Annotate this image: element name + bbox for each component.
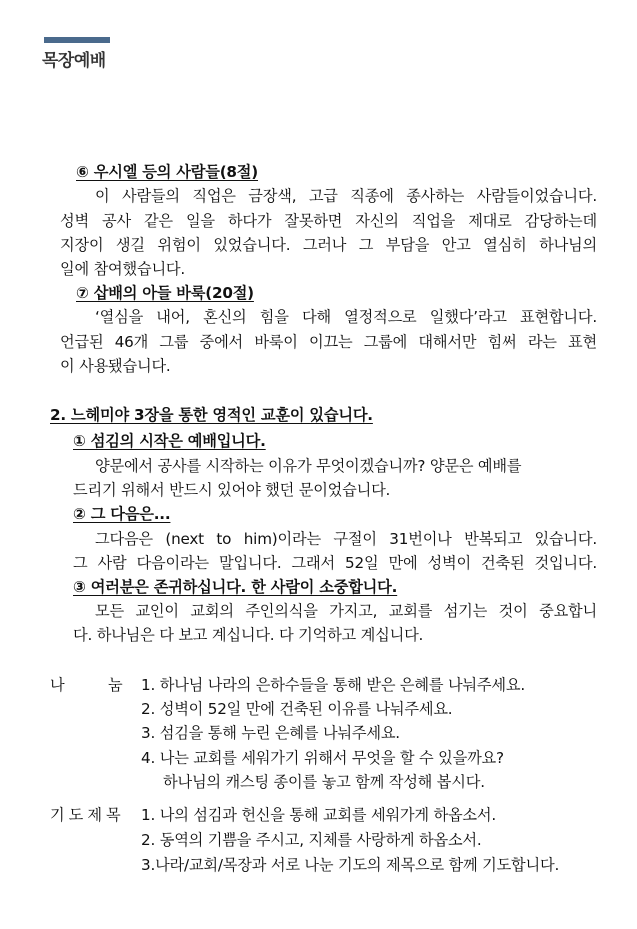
item-7-heading: ⑦ 삽배의 아들 바룩(20절) [76,284,254,302]
sharing-label-1: 나 [50,676,65,694]
prayer-label: 기도제목 [50,806,125,824]
section-2-heading: 2. 느헤미야 3장을 통한 영적인 교훈이 있습니다. [50,406,373,424]
lesson-3-line-2: 다. 하나님은 다 보고 계십니다. 다 기억하고 계십니다. [73,626,424,644]
prayer-item-2: 2. 동역의 기쁨을 주시고, 지체를 사랑하게 하옵소서. [141,831,482,849]
sharing-item-1: 1. 하나님 나라의 은하수들을 통해 받은 은혜를 나눠주세요. [141,676,525,694]
item-6-line-2: 성벽 공사 같은 일을 하다가 잘못하면 자신의 직업을 제대로 감당하는데 [60,212,597,230]
lesson-2-line-1: 그다음은 (next to him)이라는 구절이 31번이나 반복되고 있습니다. [95,530,597,548]
lesson-2-line-2: 그 사람 다음이라는 말입니다. 그래서 52일 만에 성벽이 건축된 것입니다. [73,554,597,572]
item-6-line-1: 이 사람들의 직업은 금장색, 고급 직종에 종사하는 사람들이었습니다. [95,187,597,205]
lesson-3-heading: ③ 여러분은 존귀하십니다. 한 사람이 소중합니다. [73,578,398,596]
sharing-item-2: 2. 성벽이 52일 만에 건축된 이유를 나눠주세요. [141,700,453,718]
sharing-item-4: 4. 나는 교회를 세워가기 위해서 무엇을 할 수 있을까요? [141,749,504,767]
prayer-item-1: 1. 나의 섬김과 헌신을 통해 교회를 세워가게 하옵소서. [141,806,497,824]
prayer-item-3: 3.나라/교회/목장과 서로 나눈 기도의 제목으로 함께 기도합니다. [141,856,560,874]
item-7-line-1: ‘열심을 내어, 혼신의 힘을 다해 열정적으로 일했다’라고 표현합니다. [95,308,597,326]
item-6-line-3: 지장이 생길 위험이 있었습니다. 그러나 그 부담을 안고 열심히 하나님의 [60,236,597,254]
page-title: 목장예배 [42,51,106,71]
item-7-line-3: 이 사용됐습니다. [60,357,171,375]
lesson-2-heading: ② 그 다음은... [73,505,171,523]
sharing-label-2: 눔 [108,676,123,694]
item-7-line-2: 언급된 46개 그룹 중에서 바룩이 이끄는 그룹에 대해서만 힘써 라는 표현 [60,333,597,351]
sharing-item-3: 3. 섬김을 통해 누린 은혜를 나눠주세요. [141,724,400,742]
lesson-3-line-1: 모든 교인이 교회의 주인의식을 가지고, 교회를 섬기는 것이 중요합니 [95,602,597,620]
lesson-1-heading: ① 섬김의 시작은 예배입니다. [73,432,266,450]
sharing-item-4-cont: 하나님의 캐스팅 종이를 놓고 함께 작성해 봅시다. [163,773,485,791]
item-6-line-4: 일에 참여했습니다. [60,260,186,278]
item-6-heading: ⑥ 우시엘 등의 사람들(8절) [76,163,259,181]
lesson-1-line-2: 드리기 위해서 반드시 있어야 했던 문이었습니다. [73,481,391,499]
lesson-1-line-1: 양문에서 공사를 시작하는 이유가 무엇이겠습니까? 양문은 예배를 [95,457,522,475]
header-accent-bar [44,37,110,43]
